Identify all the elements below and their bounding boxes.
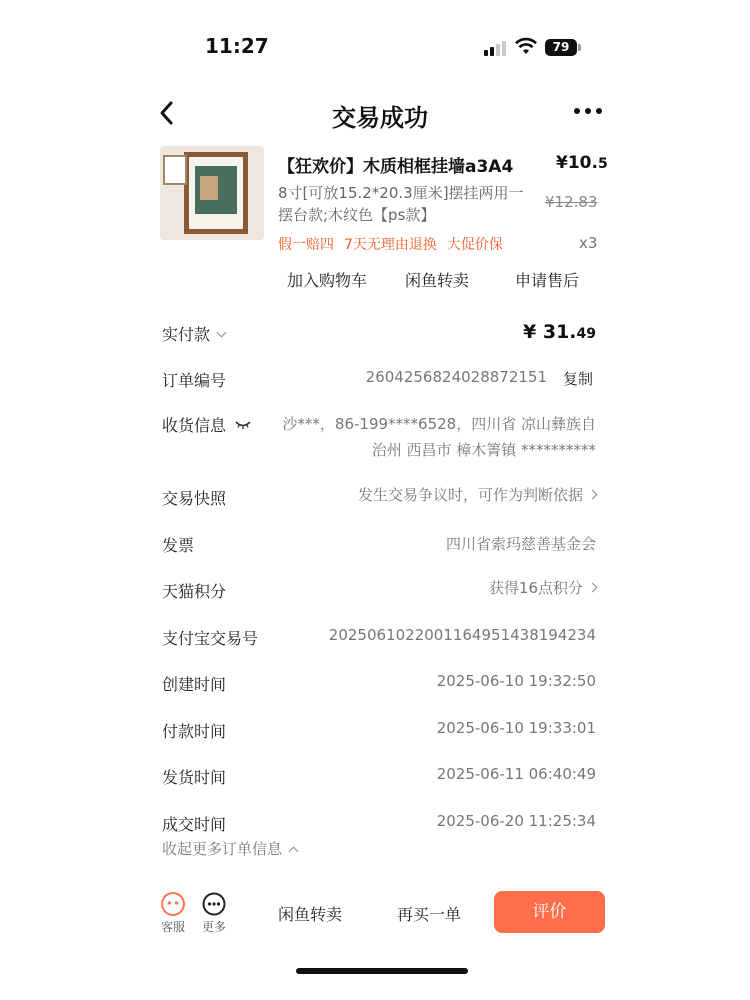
tag-price-protect: 大促价保 [446, 237, 503, 253]
back-icon[interactable] [158, 100, 174, 126]
product-price [556, 153, 608, 173]
invoice-value: 四川省索玛慈善基金会 [445, 535, 596, 553]
paid-amount [523, 321, 596, 343]
invoice-label: 发票 [162, 536, 195, 555]
product-spec: 8寸[可放15.2*20.3厘米]摆挂两用一摆台款;木纹色【ps款】 [278, 184, 524, 224]
paid-amount-int: ¥ 31. [523, 321, 577, 343]
add-to-cart-button[interactable]: 加入购物车 [287, 271, 368, 290]
resell-button[interactable]: 闲鱼转卖 [405, 271, 470, 290]
product-price-dec: 5 [597, 156, 608, 172]
alipay-label: 支付宝交易号 [162, 629, 259, 648]
paid-time-value: 2025-06-10 19:33:01 [436, 719, 596, 737]
snapshot-label: 交易快照 [162, 489, 227, 508]
alipay-value: 2025061022001164951438194234 [328, 626, 596, 644]
paid-time-label: 付款时间 [162, 722, 227, 741]
chevron-down-icon [217, 328, 227, 338]
tag-7day-return: 7天无理由退换 [344, 237, 437, 253]
status-time: 11:27 [205, 34, 269, 58]
product-quantity: x3 [579, 234, 598, 252]
shipped-value: 2025-06-11 06:40:49 [436, 765, 596, 783]
address-label[interactable]: 收货信息 [162, 413, 251, 436]
eye-closed-icon[interactable] [235, 420, 251, 430]
points-label: 天猫积分 [162, 582, 227, 601]
home-indicator[interactable] [296, 968, 468, 974]
original-price: ¥12.83 [545, 193, 598, 211]
paid-label[interactable]: 实付款 [162, 322, 225, 345]
chevron-right-icon [588, 490, 598, 500]
more-label[interactable]: 更多 [201, 920, 226, 934]
collapse-order-info[interactable]: 收起更多订单信息 [162, 838, 297, 859]
after-sale-button[interactable]: 申请售后 [515, 271, 580, 290]
photo-frame-image [160, 146, 264, 240]
chevron-up-icon [289, 847, 299, 857]
product-thumbnail[interactable] [160, 146, 264, 240]
paid-amount-dec: 49 [576, 326, 596, 342]
product-name[interactable]: 【狂欢价】木质相框挂墙a3A4 [278, 157, 514, 177]
shipped-label: 发货时间 [162, 768, 227, 787]
signal-icon [484, 40, 508, 56]
tag-fake-compensation: 假一赔四 [278, 237, 334, 253]
rebuy-button[interactable]: 再买一单 [397, 905, 462, 924]
resell-bottom-button[interactable]: 闲鱼转卖 [278, 905, 343, 924]
service-tags [278, 234, 513, 254]
order-no-label: 订单编号 [162, 371, 227, 390]
page-title: 交易成功 [332, 104, 428, 132]
address-value: 沙***，86-199****6528，四川省 凉山彝族自治州 西昌市 樟木箐镇 ********** [282, 415, 596, 459]
product-price-int: ¥10. [556, 153, 598, 173]
created-value: 2025-06-10 19:32:50 [436, 672, 596, 690]
done-label: 成交时间 [162, 815, 227, 834]
customer-service-icon[interactable] [161, 892, 185, 916]
copy-button[interactable]: 复制 [563, 370, 594, 388]
more-icon[interactable] [202, 892, 226, 916]
wifi-icon [514, 37, 538, 55]
created-label: 创建时间 [162, 675, 227, 694]
chevron-right-icon [588, 583, 598, 593]
done-value: 2025-06-20 11:25:34 [436, 812, 596, 830]
order-no-value: 2604256824028872151 [365, 368, 547, 386]
battery-icon: 79 [545, 39, 577, 56]
rate-button[interactable]: 评价 [494, 891, 605, 933]
points-link[interactable]: 获得16点积分 [489, 577, 596, 598]
customer-service-label[interactable]: 客服 [160, 920, 185, 934]
more-options-icon[interactable] [574, 108, 602, 114]
snapshot-link[interactable]: 发生交易争议时，可作为判断依据 [358, 484, 596, 505]
